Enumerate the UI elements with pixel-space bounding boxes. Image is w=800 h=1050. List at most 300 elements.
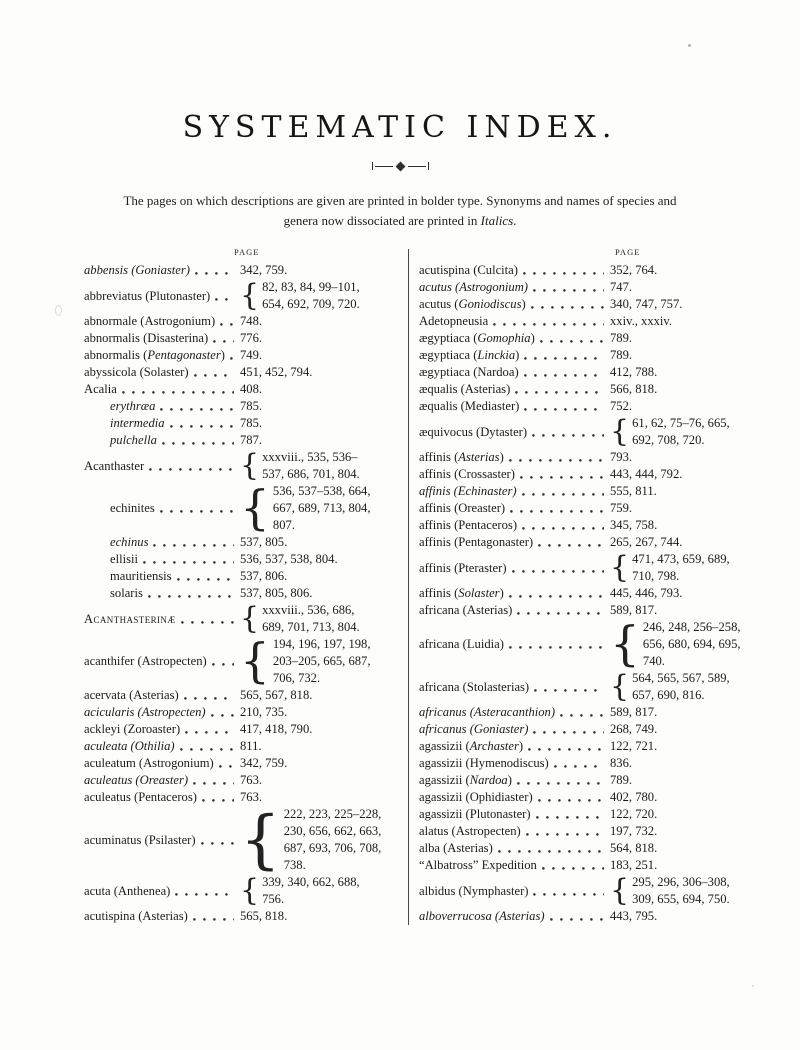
index-entry [419, 415, 730, 449]
entry-name-part: erythræa [110, 399, 156, 414]
page-lines [240, 585, 312, 602]
index-columns [84, 247, 741, 925]
page-lines [610, 806, 657, 823]
page-line: 740. [642, 654, 665, 669]
ornament-tick-left [372, 162, 373, 170]
dot-leader [536, 816, 604, 819]
entry-name-part: alboverrucosa (Asterias) [418, 909, 545, 924]
entry-name [84, 347, 225, 364]
column-divider [408, 249, 409, 925]
entry-name [84, 288, 210, 305]
entry-name-part: agassizii (Ophidiaster) [418, 790, 533, 805]
page-lines [240, 568, 287, 585]
index-entry [84, 347, 398, 364]
dot-leader [219, 765, 234, 768]
page-lines [240, 534, 287, 551]
entry-name-part: abnormalis (Disasterina) [84, 331, 209, 346]
entry-name-part: acervata (Asterias) [84, 688, 179, 703]
entry-pages [240, 381, 398, 398]
page-line: 776. [239, 331, 263, 346]
entry-name [419, 313, 488, 330]
entry-name-part: solaris [110, 586, 143, 601]
entry-pages [610, 330, 730, 347]
page-line: 210, 735. [239, 705, 288, 720]
index-entry [419, 398, 730, 415]
page-brace: { [239, 634, 270, 690]
page-line: xxxviii., 536, 686, [262, 603, 355, 618]
entry-name-part: Acanthasterinæ [84, 611, 176, 626]
dot-leader [148, 595, 234, 598]
entry-name-part: affinis (Crossaster) [418, 467, 515, 482]
page-lines [610, 840, 657, 857]
page-line: 654, 692, 709, 720. [262, 297, 360, 312]
index-entry [84, 415, 398, 432]
entry-name-part: Solaster [458, 586, 500, 601]
entry-name [419, 466, 515, 483]
entry-pages [239, 634, 398, 690]
entry-pages [240, 585, 398, 602]
index-entry [84, 874, 398, 908]
entry-name [84, 738, 175, 755]
index-entry [419, 602, 730, 619]
entry-name [419, 449, 504, 466]
index-entry [84, 772, 398, 789]
page-line: 566, 818. [610, 382, 658, 397]
page-lines [610, 483, 657, 500]
page-line: 789. [610, 331, 633, 346]
dot-leader [509, 459, 604, 462]
page-lines [240, 415, 262, 432]
page-lines [240, 330, 262, 347]
entry-pages [240, 738, 398, 755]
dot-leader [493, 323, 604, 326]
entry-name [84, 704, 206, 721]
entry-pages [240, 687, 398, 704]
index-entry [84, 602, 398, 636]
page-brace: { [610, 873, 630, 909]
page-line: 339, 340, 662, 688, [262, 875, 360, 890]
index-entry [84, 381, 398, 398]
index-entry [84, 432, 398, 449]
page-lines [632, 415, 730, 449]
index-entry [419, 823, 730, 840]
index-entry [419, 857, 730, 874]
page-line: 222, 223, 225–228, [283, 807, 382, 822]
page-line: 402, 780. [610, 790, 658, 805]
entry-name-part: aculeatum (Astrogonium) [84, 756, 214, 771]
entry-name [419, 364, 519, 381]
index-entry [84, 803, 398, 878]
page-line: 122, 720. [610, 807, 658, 822]
page-line: 408. [239, 382, 263, 397]
intro-line2-pre: genera now dissociated are printed in [283, 213, 481, 229]
page-lines [240, 551, 338, 568]
page-brace: { [239, 601, 260, 637]
dot-leader [533, 731, 604, 734]
entry-name [419, 517, 517, 534]
index-entry [84, 364, 398, 381]
index-entry [419, 908, 730, 925]
page-lines [610, 262, 657, 279]
entry-name-part: africana (Asterias) [418, 603, 513, 618]
page-lines [610, 823, 657, 840]
page-line: 268, 749. [610, 722, 658, 737]
page-lines [610, 704, 657, 721]
page-line: 763. [239, 773, 263, 788]
page-lines [610, 908, 657, 925]
entry-name-part: affinis (Pteraster) [418, 560, 507, 575]
index-entry [419, 449, 730, 466]
index-entry [84, 313, 398, 330]
index-entry [419, 466, 730, 483]
dot-leader [194, 374, 234, 377]
index-entry [419, 806, 730, 823]
dot-leader [230, 357, 234, 360]
entry-pages [240, 704, 398, 721]
page-line: 443, 795. [610, 909, 658, 924]
intro-note [70, 191, 730, 231]
dot-leader [143, 561, 234, 564]
page-line: xxiv., xxxiv. [610, 314, 673, 329]
page-line: 689, 701, 713, 804. [262, 620, 360, 635]
page-lines [610, 857, 657, 874]
page-lines [610, 296, 682, 313]
entry-pages [610, 415, 730, 449]
entry-name-part: affinis (Pentagonaster) [418, 535, 534, 550]
page-line: 451, 452, 794. [239, 365, 313, 380]
dot-leader [170, 425, 234, 428]
page-line: 197, 732. [610, 824, 658, 839]
entry-name-part: abbreviatus (Plutonaster) [84, 288, 211, 303]
index-entry [419, 330, 730, 347]
page-line: xxxviii., 535, 536– [262, 450, 358, 465]
index-entry [419, 279, 730, 296]
entry-name-part: acutus (Astrogonium) [418, 280, 529, 295]
entry-name [84, 653, 207, 670]
index-entry [84, 449, 398, 483]
dot-leader [532, 434, 604, 437]
dot-leader [515, 391, 604, 394]
entry-pages [610, 806, 730, 823]
scan-artifact [752, 985, 754, 987]
page-brace: { [239, 803, 281, 878]
page-line: 82, 83, 84, 99–101, [262, 280, 360, 295]
entry-pages [610, 466, 730, 483]
entry-pages [610, 483, 730, 500]
entry-pages [610, 908, 730, 925]
page-line: 656, 680, 694, 695, [642, 637, 741, 652]
page-lines [240, 704, 287, 721]
entries-right [418, 262, 741, 925]
entry-pages [610, 840, 730, 857]
index-entry [419, 364, 730, 381]
page-line: 667, 689, 713, 804, [272, 501, 371, 516]
page-brace: { [239, 278, 260, 314]
page-lines [262, 602, 360, 636]
dot-leader [550, 918, 604, 921]
entry-name [419, 772, 512, 789]
entry-name-part: affinis ( [418, 450, 459, 465]
entry-name [84, 262, 190, 279]
index-entry [84, 634, 398, 690]
entry-name-part: “Albatross” Expedition [418, 858, 537, 873]
dot-leader [509, 646, 604, 649]
page-line: 749. [239, 348, 263, 363]
entry-name [84, 789, 197, 806]
page-lines [273, 483, 371, 534]
entry-name-part: echinites [110, 501, 155, 516]
entry-pages [610, 585, 730, 602]
index-entry [419, 483, 730, 500]
page-line: 763. [239, 790, 263, 805]
entry-name [84, 381, 117, 398]
index-entry [419, 534, 730, 551]
entry-name [84, 832, 196, 849]
page-line: 756. [262, 892, 285, 907]
index-entry [419, 840, 730, 857]
entry-name [84, 364, 189, 381]
entry-name [84, 721, 180, 738]
entry-name-part: æqualis (Asterias) [418, 382, 511, 397]
dot-leader [180, 748, 234, 751]
index-entry [418, 617, 741, 673]
page-lines [240, 738, 262, 755]
entry-name-part: agassizii (Plutonaster) [418, 807, 531, 822]
index-entry [84, 330, 398, 347]
page-title: SYSTEMATIC INDEX. [182, 110, 618, 145]
entry-pages [610, 364, 730, 381]
page-lines [610, 398, 632, 415]
entry-name-part: ægyptiaca ( [418, 348, 478, 363]
index-entry [84, 585, 398, 602]
index-entry [84, 738, 398, 755]
page-column-header-left: PAGE [234, 247, 260, 258]
entry-name [419, 296, 526, 313]
entry-name-part: Linckia [477, 348, 516, 363]
entry-name-part: africanus (Goniaster) [418, 722, 529, 737]
entry-pages [240, 432, 398, 449]
dot-leader [524, 357, 604, 360]
page-line: 555, 811. [610, 484, 657, 499]
entry-name-part: echinus [110, 535, 149, 550]
entry-name [84, 883, 170, 900]
entry-pages [610, 534, 730, 551]
page-lines [240, 721, 312, 738]
page-line: 785. [239, 399, 263, 414]
page-lines [610, 721, 657, 738]
page-lines [610, 381, 657, 398]
entry-pages [240, 330, 398, 347]
entry-name-part: abyssicola (Solaster) [84, 365, 189, 380]
entry-pages [610, 347, 730, 364]
entry-pages [240, 449, 398, 483]
entry-name-part: acuta (Anthenea) [84, 883, 171, 898]
entry-pages [240, 908, 398, 925]
dot-leader [153, 544, 234, 547]
entry-pages [610, 670, 730, 704]
page-line: 443, 444, 792. [610, 467, 683, 482]
index-entry [84, 262, 398, 279]
dot-leader [517, 612, 604, 615]
entry-name [110, 551, 138, 568]
page-lines [610, 364, 657, 381]
dot-leader [533, 893, 604, 896]
entry-name-part: mauritiensis [110, 569, 172, 584]
dot-leader [149, 468, 234, 471]
dot-leader [522, 527, 604, 530]
index-entry [419, 500, 730, 517]
entry-name [419, 806, 531, 823]
entry-name-part: Pentagonaster [147, 348, 221, 363]
dot-leader [215, 298, 234, 301]
entry-name-part: acuminatus (Psilaster) [84, 832, 196, 847]
entry-name-part: agassizii ( [418, 739, 470, 754]
entry-name [419, 755, 549, 772]
index-entry [84, 551, 398, 568]
entry-name [110, 568, 172, 585]
entry-pages [610, 449, 730, 466]
entry-pages [610, 617, 741, 673]
entry-name-part: acanthifer (Astropecten) [84, 654, 207, 669]
entry-name-part: abnormale (Astrogonium) [84, 314, 216, 329]
page-line: 342, 759. [239, 263, 288, 278]
page-lines [610, 313, 672, 330]
entry-name [419, 560, 507, 577]
entry-name-part: alba (Asterias) [418, 841, 493, 856]
entry-name-part: aculeatus (Pentaceros) [84, 790, 197, 805]
page-lines [240, 772, 262, 789]
entry-pages [610, 823, 730, 840]
entry-name-part: ægyptiaca (Nardoa) [418, 365, 519, 380]
entry-name [419, 330, 535, 347]
scan-artifact [688, 44, 691, 47]
page-line: 789. [610, 348, 633, 363]
page-line: 748. [239, 314, 263, 329]
dot-leader [220, 323, 234, 326]
dot-leader [201, 842, 234, 845]
dot-leader [213, 340, 234, 343]
dot-leader [509, 595, 604, 598]
page-line: 564, 565, 567, 589, [632, 671, 730, 686]
entry-pages [610, 381, 730, 398]
index-entry [84, 481, 398, 537]
entry-name-part: alatus (Astropecten) [418, 824, 521, 839]
entry-name-part: ) [499, 586, 504, 601]
entry-name-part: africana (Stolasterias) [418, 679, 530, 694]
entry-pages [240, 568, 398, 585]
index-entry [84, 755, 398, 772]
dot-leader [524, 408, 604, 411]
index-entry [419, 347, 730, 364]
entry-pages [610, 721, 730, 738]
entry-name-part: Asterias [458, 450, 500, 465]
entry-name-part: aculeata (Othilia) [84, 739, 175, 754]
entry-name [84, 313, 215, 330]
dot-leader [122, 391, 234, 394]
entry-pages [610, 279, 730, 296]
dot-leader [193, 918, 234, 921]
page-line: 537, 805, 806. [239, 586, 313, 601]
entry-name [419, 381, 510, 398]
entry-name [419, 424, 527, 441]
page-lines [610, 534, 682, 551]
page-lines [240, 381, 262, 398]
page-line: 340, 747, 757. [610, 297, 683, 312]
page-lines [643, 619, 741, 670]
entry-pages [240, 347, 398, 364]
dot-leader [510, 510, 604, 513]
index-entry [419, 704, 730, 721]
page-line: 537, 806. [239, 569, 288, 584]
entry-pages [240, 772, 398, 789]
page-column-header-right: PAGE [614, 247, 641, 258]
index-entry [84, 279, 398, 313]
entry-name [110, 432, 157, 449]
page-line: 537, 686, 701, 804. [262, 467, 360, 482]
entry-pages [610, 755, 730, 772]
index-column-right [418, 247, 741, 925]
dot-leader [538, 544, 604, 547]
page-lines [632, 874, 730, 908]
entry-pages [239, 481, 398, 537]
entry-name-part: agassizii (Hymenodiscus) [418, 756, 549, 771]
page-line: 183, 251. [610, 858, 658, 873]
entry-name [419, 585, 504, 602]
entry-pages [610, 789, 730, 806]
entry-name [419, 347, 519, 364]
page-line: 687, 693, 706, 708, [283, 841, 382, 856]
page-line: 342, 759. [239, 756, 288, 771]
entry-pages [240, 602, 398, 636]
entry-name-part: æqualis (Mediaster) [418, 399, 520, 414]
page-lines [632, 670, 730, 704]
page-line: 752. [610, 399, 633, 414]
entry-name-part: ) [515, 348, 520, 363]
entry-name-part: acutus ( [418, 297, 459, 312]
entry-name-part: ) [521, 297, 526, 312]
page-line: 230, 656, 662, 663, [283, 824, 382, 839]
page-lines [240, 908, 287, 925]
entry-pages [610, 313, 730, 330]
entry-pages [240, 364, 398, 381]
page-lines [240, 347, 262, 364]
dot-leader [534, 689, 604, 692]
page-line: 789. [610, 773, 633, 788]
page-lines [262, 874, 360, 908]
page-line: 785. [239, 416, 263, 431]
intro-line2-italic: Italics [480, 213, 514, 229]
page-line: 445, 446, 793. [610, 586, 683, 601]
dot-leader [528, 748, 604, 751]
page-brace: { [610, 414, 630, 450]
page-line: 738. [283, 858, 306, 873]
entry-pages [610, 517, 730, 534]
entry-name [419, 840, 493, 857]
entry-name [84, 755, 214, 772]
dot-leader [538, 799, 604, 802]
entry-name-part: affinis (Oreaster) [418, 501, 506, 516]
page-brace: { [610, 550, 630, 586]
entry-pages [610, 262, 730, 279]
ornament-tick-right [428, 162, 429, 170]
dot-leader [523, 272, 604, 275]
page-line: 61, 62, 75–76, 665, [632, 416, 730, 431]
entry-pages [239, 803, 398, 878]
ornament-line-right [408, 166, 426, 167]
entry-name [110, 500, 155, 517]
page-lines [610, 279, 632, 296]
index-entry [419, 313, 730, 330]
